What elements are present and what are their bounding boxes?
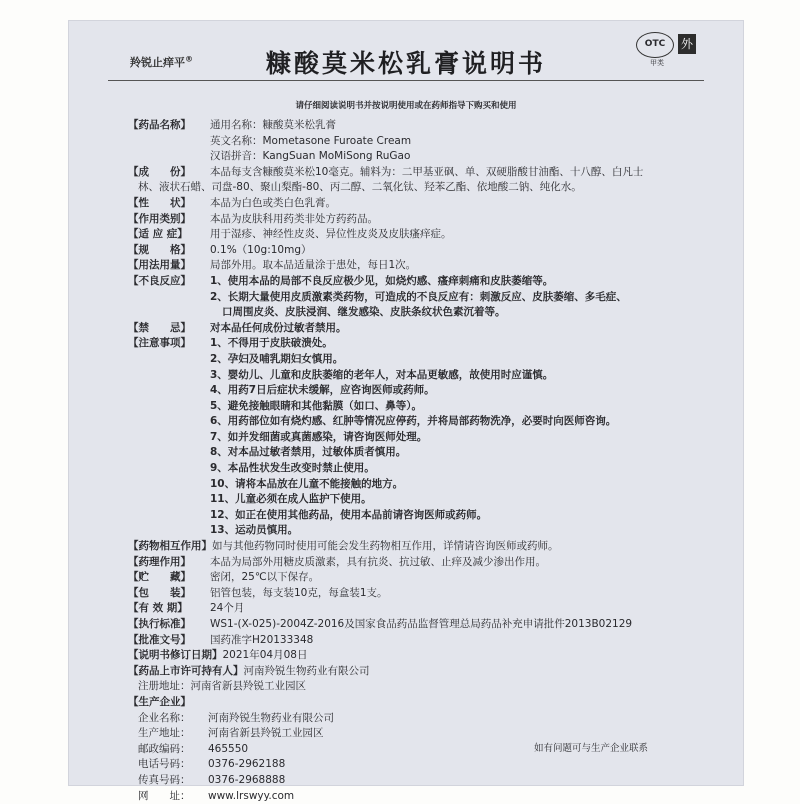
spec-row: 【规 格】 0.1%（10g:10mg） — [128, 243, 312, 256]
drug-name-row: 【药品名称】 通用名称：糠酸莫米松乳膏 — [128, 119, 336, 131]
caution-item: 10、请将本品放在儿童不能接触的地方。 — [210, 477, 404, 490]
caution-item: 9、本品性状发生改变时禁止使用。 — [210, 462, 375, 475]
leaflet-title: 糠酸莫米松乳膏说明书 — [265, 49, 546, 78]
pinyin-name-row: 汉语拼音：KangSuan MoMiSong RuGao — [210, 150, 411, 163]
mfr-address-row: 生产地址： 河南省新县羚锐工业园区 — [138, 727, 324, 740]
validity-row: 【有 效 期】 24个月 — [128, 602, 245, 615]
caution-item: 2、孕妇及哺乳期妇女慎用。 — [210, 352, 344, 365]
leaflet-body — [128, 118, 728, 804]
caution-row: 【注意事项】 1、不得用于皮肤破溃处。 — [128, 337, 333, 350]
caution-item: 5、避免接触眼睛和其他黏膜（如口、鼻等）。 — [210, 399, 423, 412]
otc-class: 甲类 — [650, 59, 664, 67]
english-name-row: 英文名称：Mometasone Furoate Cream — [210, 134, 412, 147]
composition-row: 【成 份】 本品每支含糠酸莫米松10毫克。辅料为：二甲基亚砜、单、双硬脂酸甘油酯、十八醇、白凡士 — [128, 165, 644, 178]
holder-row: 【药品上市许可持有人】 河南羚锐生物药业有限公司 — [128, 664, 370, 677]
storage-row: 【贮 藏】 密闭，25℃以下保存。 — [128, 571, 320, 584]
otc-badge: OTC — [636, 32, 674, 58]
composition-row-2: 林、液状石蜡、司盘-80、聚山梨酯-80、丙二醇、二氧化钛、羟苯乙酯、依地酸二钠、纯化水。 — [138, 181, 582, 194]
standard-row: 【执行标准】 WS1-(X-025)-2004Z-2016及国家食品药品监督管理总局药品补充申请批件2013B02129 — [128, 618, 633, 630]
caution-item: 6、用药部位如有烧灼感、红肿等情况应停药，并将局部药物洗净，必要时向医师咨询。 — [210, 415, 617, 428]
caution-item: 13、运动员慎用。 — [210, 524, 299, 537]
header-divider — [108, 80, 704, 81]
holder-address-row: 注册地址：河南省新县羚锐工业园区 — [138, 680, 306, 693]
contact-note: 如有问题可与生产企业联系 — [533, 743, 648, 754]
mfr-postcode-row: 邮政编码： 465550 — [138, 742, 249, 755]
revision-row: 【说明书修订日期】 2021年04月08日 — [128, 649, 308, 662]
caution-item: 11、儿童必须在成人监护下使用。 — [210, 493, 372, 506]
caution-item: 8、对本品过敏者禁用，过敏体质者慎用。 — [210, 446, 407, 459]
category-row: 【作用类别】 本品为皮肤科用药类非处方药药品。 — [128, 212, 378, 225]
caution-item: 3、婴幼儿、儿童和皮肤萎缩的老年人，对本品更敏感，故使用时应谨慎。 — [210, 368, 554, 381]
mfr-phone-row: 电话号码： 0376-2962188 — [138, 758, 286, 771]
interaction-row: 【药物相互作用】 如与其他药物同时使用可能会发生药物相互作用，详情请咨询医师或药师。 — [128, 540, 559, 553]
adverse-row-2: 2、长期大量使用皮质激素类药物，可造成的不良反应有：刺激反应、皮肤萎缩、多毛症、 — [210, 290, 627, 303]
caution-item: 12、如正在使用其他药品，使用本品前请咨询医师或药师。 — [210, 508, 488, 521]
pharmacology-row: 【药理作用】 本品为局部外用糖皮质激素，具有抗炎、抗过敏、止痒及减少渗出作用。 — [128, 555, 546, 568]
caution-item: 7、如并发细菌或真菌感染，请咨询医师处理。 — [210, 430, 428, 443]
adverse-row: 【不良反应】 1、使用本品的局部不良反应极少见，如烧灼感、瘙痒刺痛和皮肤萎缩等。 — [128, 274, 554, 287]
mfr-name-row: 企业名称： 河南羚锐生物药业有限公司 — [138, 711, 334, 724]
mfr-fax-row: 传真号码： 0376-2968888 — [138, 773, 286, 786]
indication-row: 【适 应 症】 用于湿疹、神经性皮炎、异位性皮炎及皮肤瘙痒症。 — [128, 228, 452, 241]
properties-row: 【性 状】 本品为白色或类白色乳膏。 — [128, 196, 336, 209]
caution-item: 4、用药7日后症状未缓解，应咨询医师或药师。 — [210, 384, 435, 397]
usage-instruction: 请仔细阅读说明书并按说明使用或在药师指导下购买和使用 — [295, 101, 517, 111]
manufacturer-row: 【生产企业】 — [128, 695, 191, 708]
dosage-row: 【用法用量】 局部外用。取本品适量涂于患处，每日1次。 — [128, 259, 417, 272]
external-use-badge: 外 — [678, 34, 696, 54]
contraindication-row: 【禁 忌】 对本品任何成份过敏者禁用。 — [128, 321, 347, 334]
leaflet-sheet — [68, 20, 744, 802]
package-row: 【包 装】 铝管包装，每支装10克，每盒装1支。 — [128, 586, 388, 599]
approval-row: 【批准文号】 国药准字H20133348 — [128, 633, 314, 646]
brand-name: 羚锐止痒平® — [130, 54, 193, 69]
mfr-website-row: 网 址： www.lrswyy.com — [138, 789, 295, 802]
adverse-row-3: 口周围皮炎、皮肤浸润、继发感染、皮肤条纹状色素沉着等。 — [222, 306, 506, 319]
